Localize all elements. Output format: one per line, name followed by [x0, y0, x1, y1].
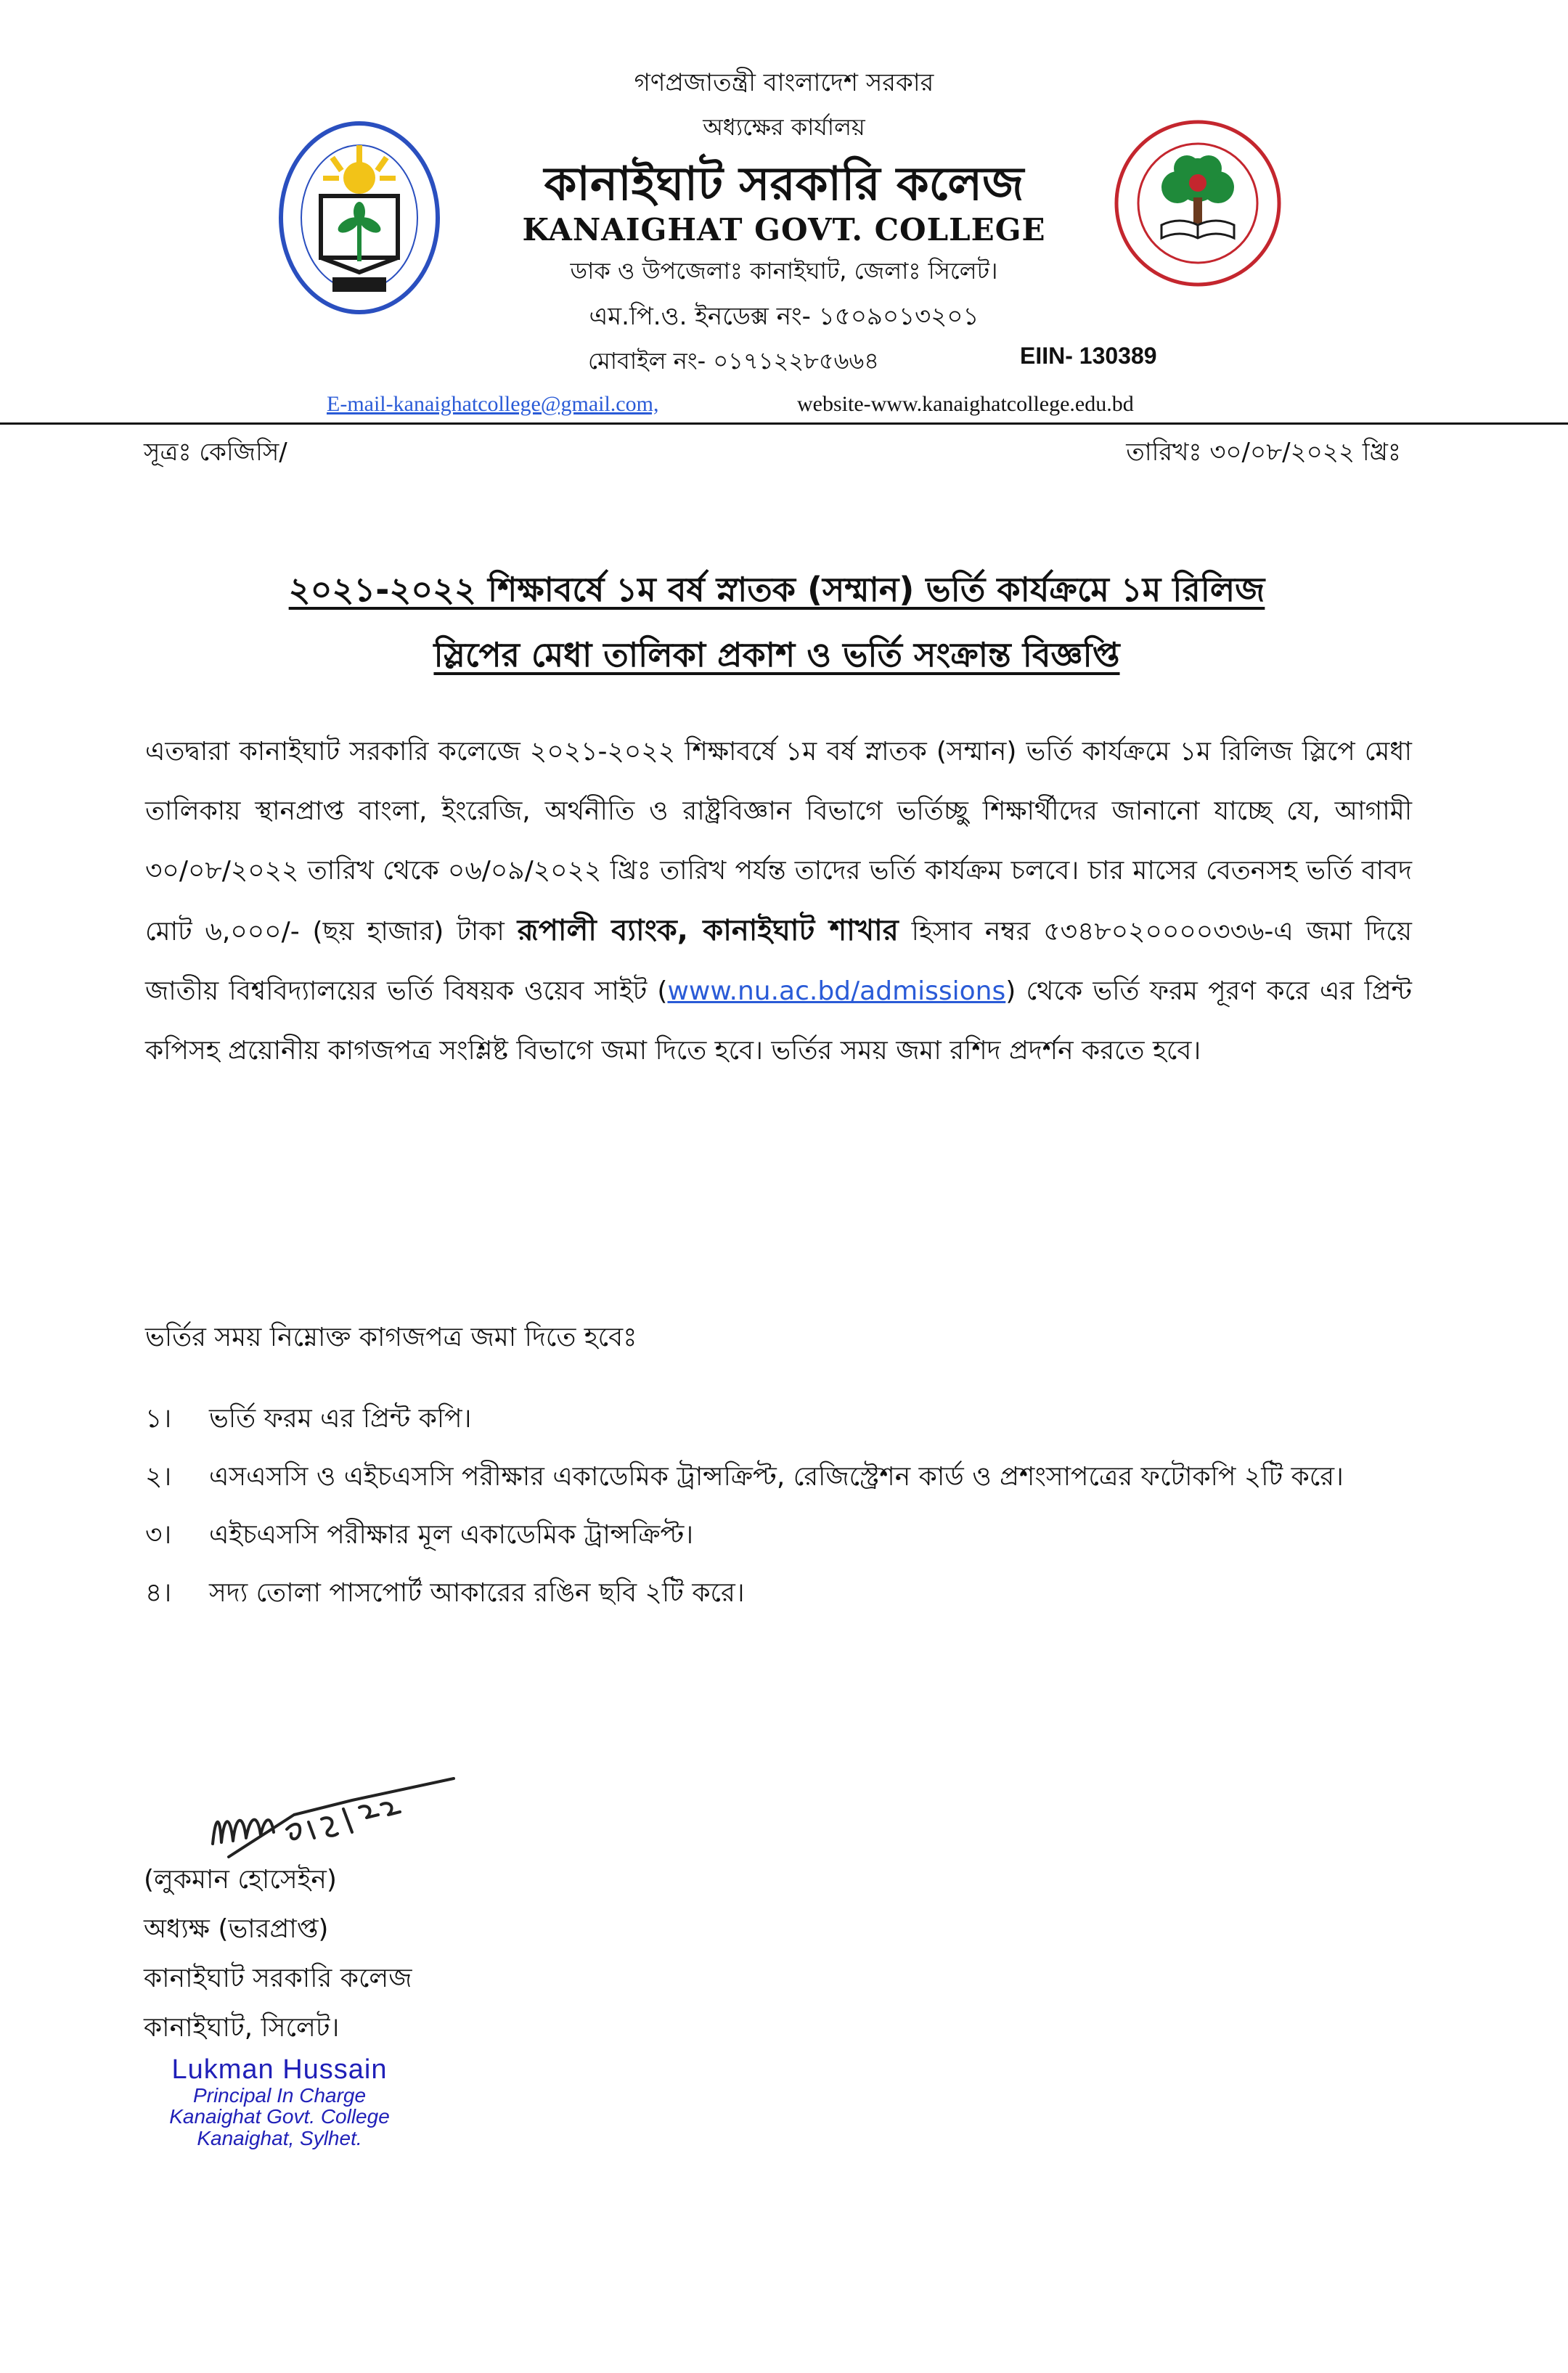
- admission-website-link[interactable]: www.nu.ac.bd/admissions: [667, 976, 1006, 1006]
- list-item-number: ৪।: [145, 1578, 172, 1608]
- reference-number: সূত্রঃ কেজিসি/: [144, 438, 287, 467]
- signature-scribble-icon: [207, 1771, 468, 1866]
- list-item: [145, 1564, 1412, 1622]
- stamp-name: Lukman Hussain: [171, 2054, 388, 2085]
- stamp-place: Kanaighat, Sylhet.: [197, 2126, 362, 2149]
- college-name-english: KANAIGHAT GOVT. COLLEGE: [522, 212, 1046, 248]
- list-item: [145, 1448, 1412, 1506]
- mobile-number: মোবাইল নং- ০১৭১২২৮৫৬৬৪: [588, 347, 880, 375]
- list-item-text: এসএসসি ও এইচএসসি পরীক্ষার একাডেমিক ট্রান্সক্রিপ্ট, রেজিস্ট্রেশন কার্ড ও প্রশংসাপত্রের ফটোকপি ২টি করে।: [209, 1462, 1344, 1492]
- list-item: [145, 1506, 1412, 1564]
- handwritten-signature: [207, 1771, 468, 1868]
- signatory-college: কানাইঘাট সরকারি কলেজ: [144, 1964, 412, 1993]
- college-address: ডাক ও উপজেলাঃ কানাইঘাট, জেলাঃ সিলেট।: [570, 257, 998, 285]
- signatory-place: কানাইঘাট, সিলেট।: [144, 2013, 340, 2043]
- website-text: website-www.kanaighatcollege.edu.bd: [797, 392, 1134, 416]
- email-link[interactable]: E-mail-kanaighatcollege@gmail.com,: [327, 392, 659, 416]
- principal-stamp: [138, 2056, 421, 2149]
- body-text-part-2: হিসাব নম্বর ৫৩৪৮০২০০০০৩৩৬-এ জমা দিয়ে জাতীয় বিশ্ববিদ্যালয়ের ভর্তি বিষয়ক ওয়েব সাইট (: [145, 917, 1412, 1006]
- list-item-text: এইচএসসি পরীক্ষার মূল একাডেমিক ট্রান্সক্রিপ্ট।: [209, 1520, 694, 1550]
- notice-body: [145, 722, 1412, 1081]
- notice-date: তারিখঃ ৩০/০৮/২০২২ খ্রিঃ: [1126, 438, 1401, 467]
- list-item: [145, 1390, 1412, 1448]
- list-item-text: সদ্য তোলা পাসপোর্ট আকারের রঙিন ছবি ২টি করে।: [209, 1578, 745, 1608]
- list-item-number: ২।: [145, 1462, 172, 1492]
- notice-title-line-1: ২০২১-২০২২ শিক্ষাবর্ষে ১ম বর্ষ স্নাতক (সম্মান) ভর্তি কার্যক্রমে ১ম রিলিজ: [288, 570, 1265, 609]
- documents-list: [145, 1390, 1412, 1622]
- bank-branch: রূপালী ব্যাংক, কানাইঘাট শাখার: [517, 914, 899, 947]
- government-line: গণপ্রজাতন্ত্রী বাংলাদেশ সরকার: [634, 68, 934, 97]
- eiin-number: EIIN- 130389: [1020, 343, 1157, 369]
- office-line: অধ্যক্ষের কার্যালয়: [703, 113, 865, 141]
- stamp-title: Principal In Charge: [192, 2083, 367, 2107]
- list-item-text: ভর্তি ফরম এর প্রিন্ট কপি।: [209, 1404, 472, 1434]
- signatory-name: (লুকমান হোসেইন): [144, 1865, 337, 1895]
- stamp-college: Kanaighat Govt. College: [169, 2105, 390, 2128]
- college-name-bangla: কানাইঘাট সরকারি কলেজ: [544, 158, 1024, 211]
- body-text-part-3: ) থেকে ভর্তি ফরম পূরণ করে এর প্রিন্ট কপিসহ প্রয়োনীয় কাগজপত্র সংশ্লিষ্ট বিভাগে জমা দিতে হবে। ভর্তির সময় জমা রশিদ প্রদর্শন করতে হবে।: [145, 976, 1412, 1066]
- notice-title-line-2: স্লিপের মেধা তালিকা প্রকাশ ও ভর্তি সংক্রান্ত বিজ্ঞপ্তি: [433, 635, 1120, 674]
- signatory-designation: অধ্যক্ষ (ভারপ্রাপ্ত): [144, 1914, 329, 1944]
- mpo-index: এম.পি.ও. ইনডেক্স নং- ১৫০৯০১৩২০১: [589, 302, 979, 331]
- header-divider: [0, 422, 1568, 425]
- list-item-number: ৩।: [145, 1520, 172, 1550]
- body-text-part-1: এতদ্বারা কানাইঘাট সরকারি কলেজে ২০২১-২০২২ শিক্ষাবর্ষে ১ম বর্ষ স্নাতক (সম্মান) ভর্তি কার্যক্রমে ১ম রিলিজ স্লিপে মেধা তালিকায় স্থানপ্রাপ্ত বাংলা, ইংরেজি, অর্থনীতি ও রাষ্ট্রবিজ্ঞান বিভাগে ভর্তিচ্ছু শিক্ষার্থীদের জানানো যাচ্ছে যে, আগামী ৩০/০৮/২০২২ তারিখ থেকে ০৬/০৯/২০২২ খ্রিঃ তারিখ পর্যন্ত তাদের ভর্তি কার্যক্রম চলবে। চার মাসের বেতনসহ ভর্তি বাবদ মোট ৬,০০০/- (ছয় হাজার) টাকা: [145, 737, 1412, 947]
- list-item-number: ১।: [145, 1404, 172, 1434]
- documents-heading: ভর্তির সময় নিম্নোক্ত কাগজপত্র জমা দিতে হবেঃ: [145, 1323, 637, 1352]
